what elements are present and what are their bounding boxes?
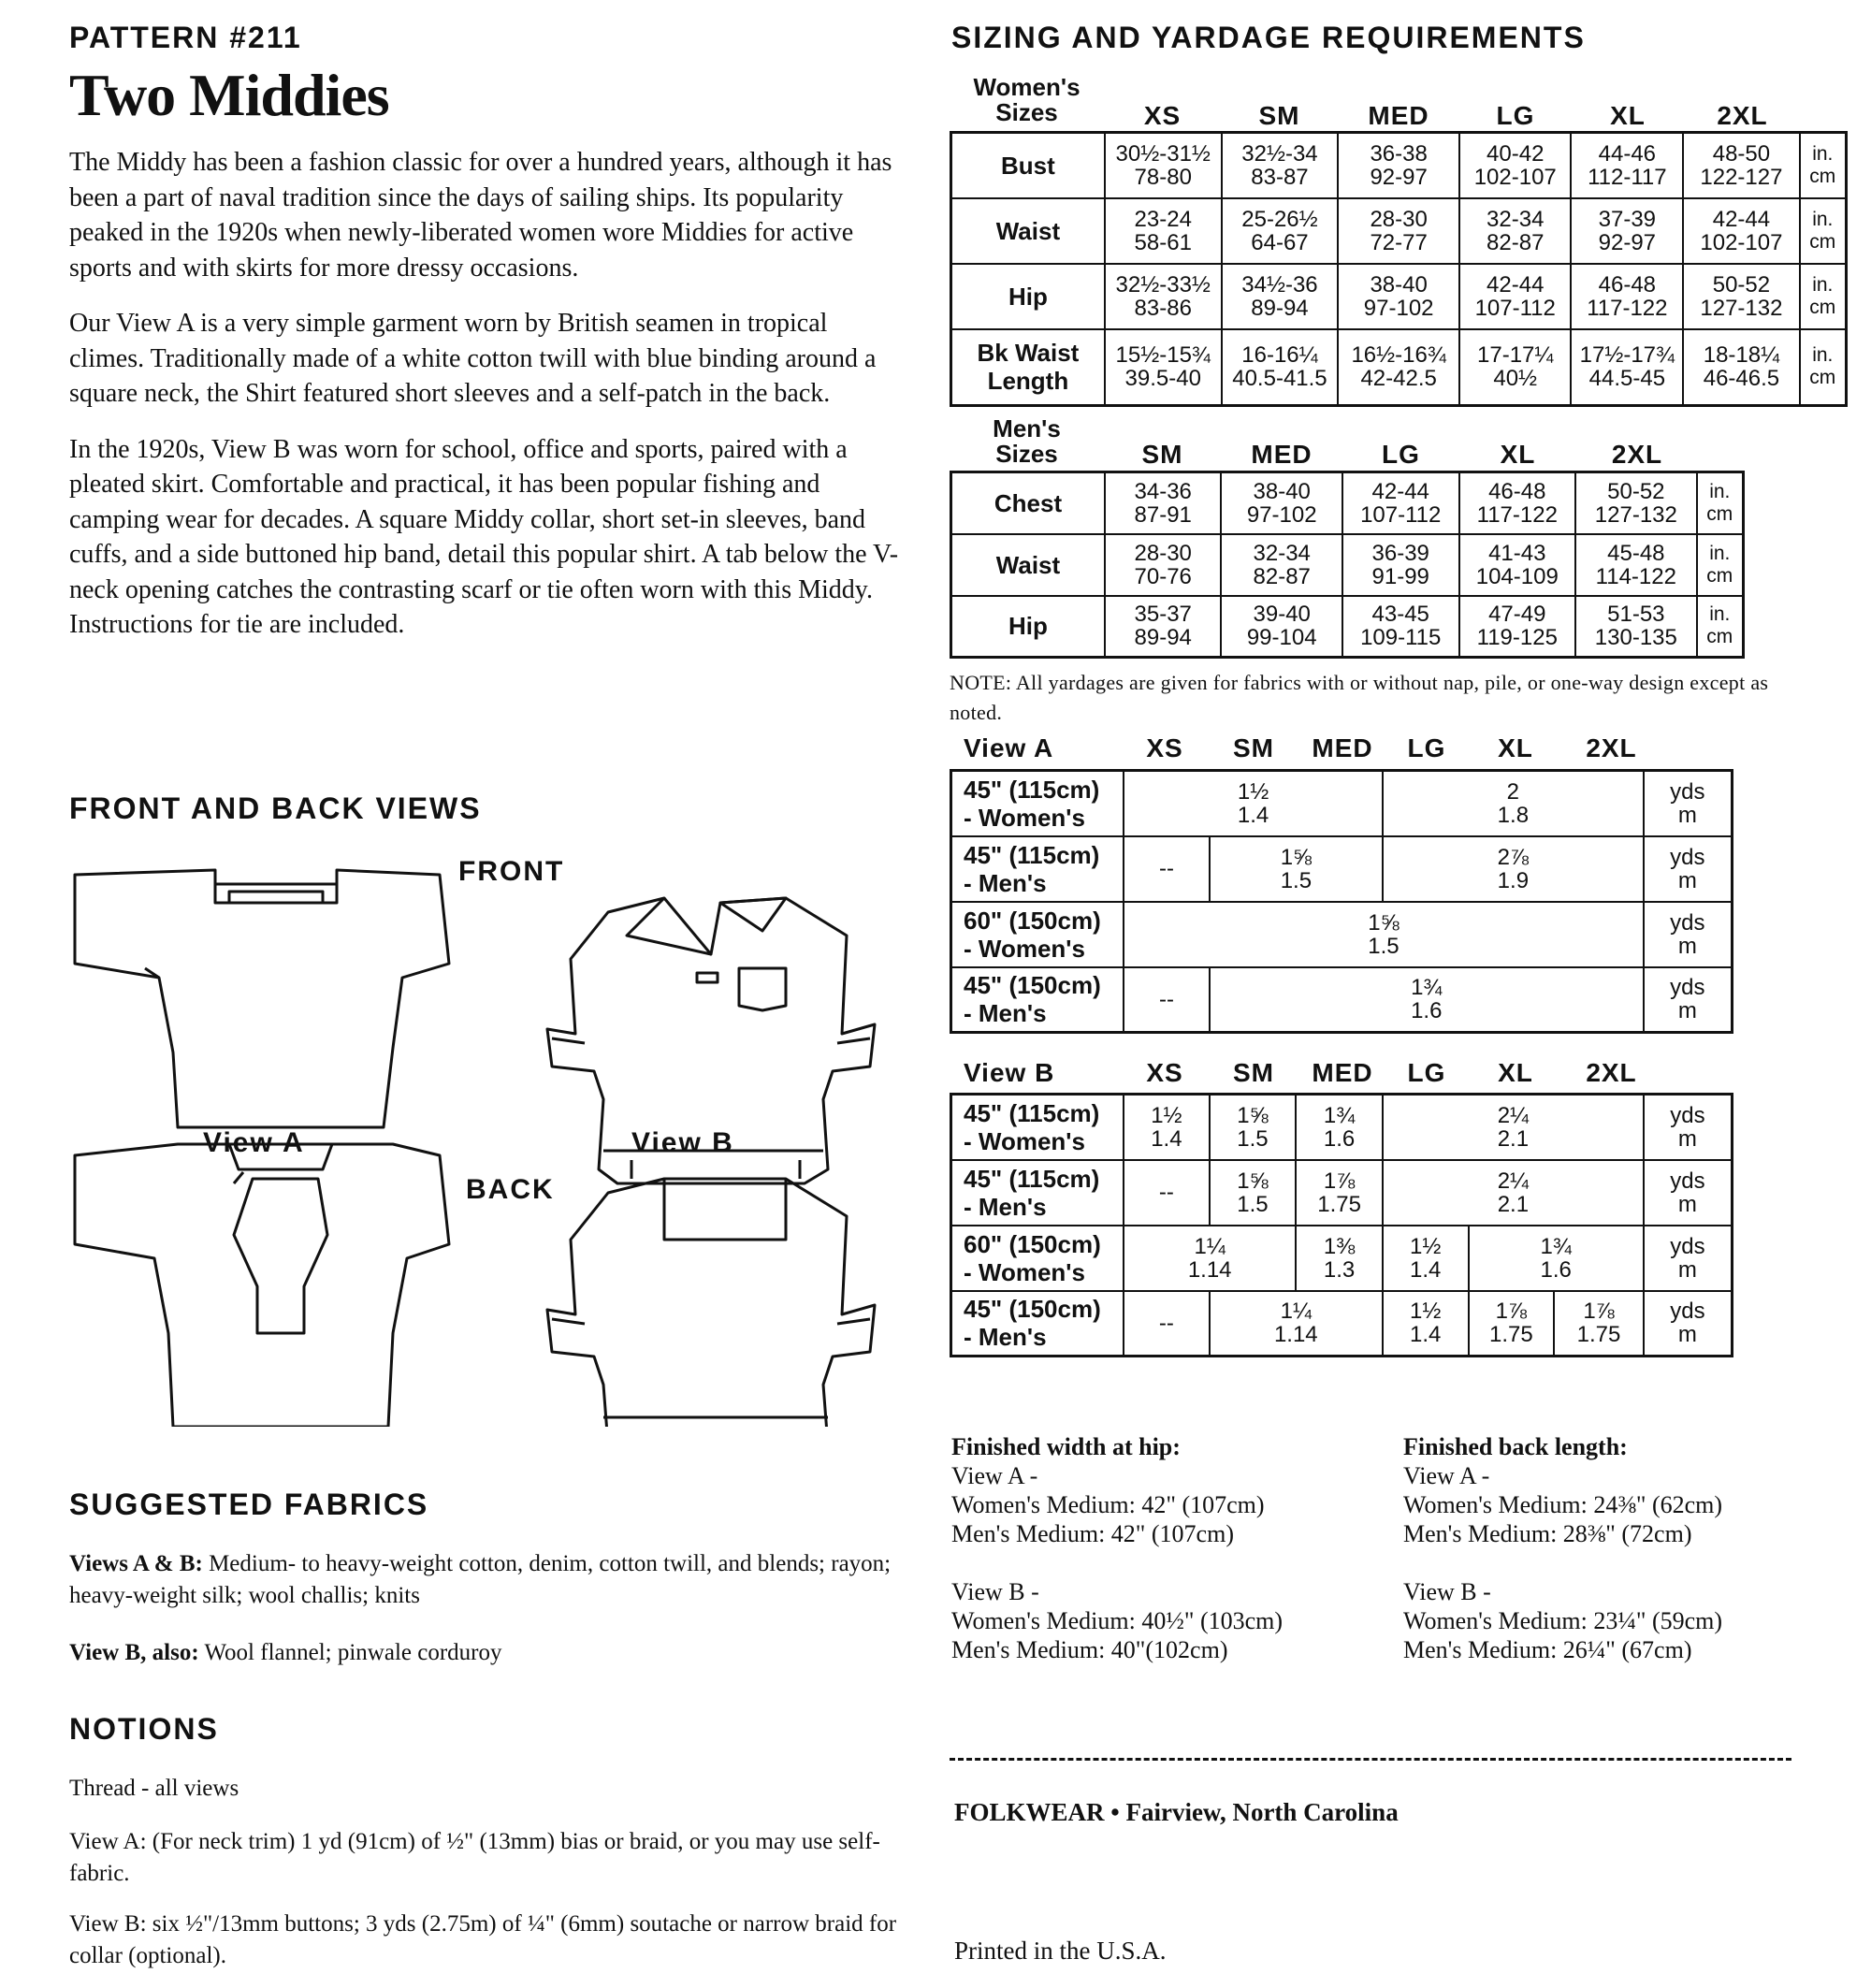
table-cell: 17-17¼ 40½ xyxy=(1459,329,1571,406)
men-size-sm: SM xyxy=(1141,440,1183,469)
table-cell: 16½-16¾ 42-42.5 xyxy=(1338,329,1459,406)
table-cell: 51-53 130-135 xyxy=(1575,596,1697,658)
table-cell: 28-30 70-76 xyxy=(1105,534,1221,596)
table-cell: 42-44 102-107 xyxy=(1683,198,1799,264)
view-b-back-drawing xyxy=(547,1179,875,1427)
table-cell: -- xyxy=(1124,1160,1210,1226)
table-cell: 30½-31½ 78-80 xyxy=(1105,133,1222,198)
yardage-b-size-xs: XS xyxy=(1146,1058,1183,1087)
row-label: Waist xyxy=(951,198,1105,264)
publisher-line xyxy=(954,1798,1399,1827)
table-cell: 15½-15¾ 39.5-40 xyxy=(1105,329,1222,406)
finished-back-line: Men's Medium: 26¼" (67cm) xyxy=(1403,1636,1692,1663)
fabrics-line-2-text: Wool flannel; pinwale corduroy xyxy=(198,1640,502,1665)
table-row xyxy=(951,596,1744,658)
table-cell: 43-45 109-115 xyxy=(1342,596,1459,658)
unit-cell: in. cm xyxy=(1800,264,1847,329)
table-cell: 42-44 107-112 xyxy=(1459,264,1571,329)
table-cell: 17½-17¾ 44.5-45 xyxy=(1571,329,1683,406)
unit-cell: yds m xyxy=(1644,1291,1733,1357)
finished-back-line: View A - xyxy=(1403,1462,1490,1489)
yardage-b-size-lg: LG xyxy=(1407,1058,1446,1087)
table-cell: 1½ 1.4 xyxy=(1383,1226,1469,1291)
table-cell: 40-42 102-107 xyxy=(1459,133,1571,198)
table-cell: 46-48 117-122 xyxy=(1459,472,1576,534)
yardage-a-size-xs: XS xyxy=(1146,733,1183,762)
finished-hip-line: Women's Medium: 42" (107cm) xyxy=(951,1491,1265,1518)
table-row xyxy=(951,836,1733,902)
row-label: Chest xyxy=(951,472,1105,534)
row-label: 60" (150cm) - Women's xyxy=(951,902,1124,967)
row-label: 45" (115cm) - Men's xyxy=(951,1160,1124,1226)
table-cell: 1¾ 1.6 xyxy=(1469,1226,1644,1291)
table-cell: 2⅞ 1.9 xyxy=(1383,836,1644,902)
table-cell: 34-36 87-91 xyxy=(1105,472,1221,534)
left-column xyxy=(69,21,902,663)
finished-back-block xyxy=(1403,1432,1722,1664)
table-row xyxy=(951,902,1733,967)
notions-item-1: Thread - all views xyxy=(69,1776,239,1801)
table-cell: 1¼ 1.14 xyxy=(1210,1291,1383,1357)
unit-cell: in. cm xyxy=(1697,472,1744,534)
yardage-a-size-med: MED xyxy=(1312,733,1373,762)
women-sizes-label xyxy=(950,75,1104,125)
view-a-label: View A xyxy=(203,1127,305,1158)
unit-cell: in. cm xyxy=(1697,534,1744,596)
men-sizes-label-line2: Sizes xyxy=(995,440,1058,468)
unit-cell: yds m xyxy=(1644,1095,1733,1160)
finished-back-title: Finished back length: xyxy=(1403,1433,1628,1460)
fabrics-line-2 xyxy=(69,1637,902,1669)
publisher-brand: FOLKWEAR xyxy=(954,1798,1105,1826)
finished-hip-title: Finished width at hip: xyxy=(951,1433,1181,1460)
table-cell: 38-40 97-102 xyxy=(1221,472,1342,534)
sizing-heading: SIZING AND YARDAGE REQUIREMENTS xyxy=(951,21,1586,54)
row-label: 45" (150cm) - Men's xyxy=(951,967,1124,1033)
dashed-divider xyxy=(950,1758,1791,1761)
table-cell: 1⅞ 1.75 xyxy=(1469,1291,1555,1357)
notions-heading: NOTIONS xyxy=(69,1712,219,1746)
table-cell: 36-38 92-97 xyxy=(1338,133,1459,198)
unit-cell: in. cm xyxy=(1800,198,1847,264)
row-label: 45" (115cm) - Women's xyxy=(951,771,1124,836)
finished-hip-line: Women's Medium: 40½" (103cm) xyxy=(951,1607,1284,1634)
fabrics-line-1-label: Views A & B: xyxy=(69,1551,203,1576)
yardage-b-size-2xl: 2XL xyxy=(1586,1058,1637,1087)
fabrics-line-1 xyxy=(69,1548,902,1612)
women-size-xl: XL xyxy=(1610,101,1646,130)
table-cell: 45-48 114-122 xyxy=(1575,534,1697,596)
table-cell: -- xyxy=(1124,1291,1210,1357)
men-size-lg: LG xyxy=(1382,440,1420,469)
finished-hip-line: Men's Medium: 42" (107cm) xyxy=(951,1520,1234,1547)
table-row xyxy=(951,472,1744,534)
women-size-xs: XS xyxy=(1143,101,1182,130)
row-label: 45" (150cm) - Men's xyxy=(951,1291,1124,1357)
yardage-a-size-sm: SM xyxy=(1233,733,1274,762)
men-size-med: MED xyxy=(1251,440,1313,469)
unit-cell: yds m xyxy=(1644,836,1733,902)
view-a-back-drawing xyxy=(75,1144,449,1427)
table-cell: 1⅝ 1.5 xyxy=(1210,1095,1297,1160)
table-row xyxy=(951,1291,1733,1357)
women-size-med: MED xyxy=(1368,101,1429,130)
table-cell: 32-34 82-87 xyxy=(1459,198,1571,264)
garment-illustrations xyxy=(65,847,907,1427)
table-cell: 1⅝ 1.5 xyxy=(1210,1160,1297,1226)
row-label: 45" (115cm) - Women's xyxy=(951,1095,1124,1160)
table-cell: 1¾ 1.6 xyxy=(1210,967,1644,1033)
table-cell: 2 1.8 xyxy=(1383,771,1644,836)
men-size-xl: XL xyxy=(1500,440,1536,469)
page-title: Two Middies xyxy=(69,62,389,128)
table-cell: 41-43 104-109 xyxy=(1459,534,1576,596)
table-cell: 1¾ 1.6 xyxy=(1296,1095,1383,1160)
table-cell: 18-18¼ 46-46.5 xyxy=(1683,329,1799,406)
finished-hip-block xyxy=(951,1432,1283,1664)
table-cell: 1½ 1.4 xyxy=(1383,1291,1469,1357)
women-size-lg: LG xyxy=(1496,101,1535,130)
table-row xyxy=(951,329,1847,406)
table-row xyxy=(951,133,1847,198)
finished-back-line: View B - xyxy=(1403,1578,1491,1605)
notions-item-3: View B: six ½"/13mm buttons; 3 yds (2.75m) of ¼" (6mm) soutache or narrow braid for collar (optional). xyxy=(69,1911,897,1968)
table-cell: 50-52 127-132 xyxy=(1575,472,1697,534)
unit-cell: in. cm xyxy=(1697,596,1744,658)
table-cell: 34½-36 89-94 xyxy=(1222,264,1339,329)
men-sizes-label-line1: Men's xyxy=(993,414,1061,443)
table-row xyxy=(951,771,1733,836)
fabrics-line-1-text: Medium- to heavy-weight cotton, denim, cotton twill, and blends; rayon; heavy-weight silk; wool challis; knits xyxy=(69,1551,892,1608)
table-cell: 28-30 72-77 xyxy=(1338,198,1459,264)
table-cell: 1⅞ 1.75 xyxy=(1296,1160,1383,1226)
back-label: BACK xyxy=(466,1174,555,1205)
table-cell: 23-24 58-61 xyxy=(1105,198,1222,264)
pattern-number: PATTERN #211 xyxy=(69,21,302,54)
men-measurements-table xyxy=(950,471,1745,659)
yardage-a-table xyxy=(950,769,1733,1034)
yardage-a-size-xl: XL xyxy=(1498,733,1533,762)
table-row xyxy=(951,1226,1733,1291)
finished-back-line: Men's Medium: 28⅜" (72cm) xyxy=(1403,1520,1692,1547)
table-cell: 32½-33½ 83-86 xyxy=(1105,264,1222,329)
table-cell: 16-16¼ 40.5-41.5 xyxy=(1222,329,1339,406)
table-cell: 39-40 99-104 xyxy=(1221,596,1342,658)
yardage-b-table xyxy=(950,1093,1733,1357)
publisher-location: • Fairview, North Carolina xyxy=(1110,1798,1399,1826)
table-cell: 50-52 127-132 xyxy=(1683,264,1799,329)
table-cell: 25-26½ 64-67 xyxy=(1222,198,1339,264)
table-cell: 46-48 117-122 xyxy=(1571,264,1683,329)
women-size-sm: SM xyxy=(1258,101,1300,130)
table-cell: 2¼ 2.1 xyxy=(1383,1160,1644,1226)
yardage-b-size-sm: SM xyxy=(1233,1058,1274,1087)
table-cell: 1⅜ 1.3 xyxy=(1296,1226,1383,1291)
table-row xyxy=(951,1160,1733,1226)
view-a-front-drawing xyxy=(75,870,449,1127)
table-cell: 1⅝ 1.5 xyxy=(1210,836,1383,902)
table-cell: -- xyxy=(1124,967,1210,1033)
table-cell: 36-39 91-99 xyxy=(1342,534,1459,596)
yardage-a-label: View A xyxy=(964,733,1054,762)
table-cell: 1½ 1.4 xyxy=(1124,1095,1210,1160)
finished-back-line: Women's Medium: 23¼" (59cm) xyxy=(1403,1607,1723,1634)
yardage-b-size-med: MED xyxy=(1312,1058,1373,1087)
unit-cell: yds m xyxy=(1644,902,1733,967)
unit-cell: in. cm xyxy=(1800,133,1847,198)
row-label: Waist xyxy=(951,534,1105,596)
unit-cell: in. cm xyxy=(1800,329,1847,406)
women-size-2xl: 2XL xyxy=(1717,101,1768,130)
row-label: Hip xyxy=(951,264,1105,329)
yardage-a-size-lg: LG xyxy=(1407,733,1446,762)
row-label: Bust xyxy=(951,133,1105,198)
intro-paragraph-3: In the 1920s, View B was worn for school, office and sports, paired with a pleated skirt. Comfortable and practical, it has been popular fishing and camping wear for decades. A square Middy collar, short set-in sleeves, band cuffs, and a side buttoned hip band, detail this popular shirt. A tab below the V-neck opening catches the contrasting scarf or tie often worn with this Middy. Instructions for tie are included. xyxy=(69,434,899,639)
finished-hip-line: Men's Medium: 40"(102cm) xyxy=(951,1636,1228,1663)
intro-paragraph-2: Our View A is a very simple garment worn by British seamen in tropical climes. Traditionally made of a white cotton twill with blue binding around a square neck, the Shirt featured short sleeves and a self-patch in the back. xyxy=(69,309,877,408)
men-size-2xl: 2XL xyxy=(1611,440,1663,469)
table-cell: 38-40 97-102 xyxy=(1338,264,1459,329)
printed-in: Printed in the U.S.A. xyxy=(954,1937,1167,1965)
table-cell: 44-46 112-117 xyxy=(1571,133,1683,198)
notions-item-2: View A: (For neck trim) 1 yd (91cm) of ½" (13mm) bias or braid, or you may use self-fabric. xyxy=(69,1829,880,1886)
yardage-b-label: View B xyxy=(964,1058,1055,1087)
table-cell: 35-37 89-94 xyxy=(1105,596,1221,658)
row-label: Bk Waist Length xyxy=(951,329,1105,406)
yardage-note: NOTE: All yardages are given for fabrics with or without nap, pile, or one-way design except as noted. xyxy=(950,671,1769,724)
unit-cell: yds m xyxy=(1644,771,1733,836)
finished-hip-line: View B - xyxy=(951,1578,1039,1605)
women-sizes-label-line1: Women's xyxy=(973,73,1081,101)
table-row xyxy=(951,534,1744,596)
table-row xyxy=(951,264,1847,329)
table-cell: -- xyxy=(1124,836,1210,902)
table-cell: 1⅞ 1.75 xyxy=(1554,1291,1644,1357)
table-cell: 1½ 1.4 xyxy=(1124,771,1383,836)
view-b-label: View B xyxy=(631,1127,734,1158)
table-cell: 48-50 122-127 xyxy=(1683,133,1799,198)
women-sizes-label-line2: Sizes xyxy=(995,98,1058,126)
unit-cell: yds m xyxy=(1644,1160,1733,1226)
finished-hip-line: View A - xyxy=(951,1462,1038,1489)
table-cell: 1¼ 1.14 xyxy=(1124,1226,1296,1291)
table-row xyxy=(951,198,1847,264)
table-cell: 42-44 107-112 xyxy=(1342,472,1459,534)
table-cell: 32-34 82-87 xyxy=(1221,534,1342,596)
intro-paragraph-1: The Middy has been a fashion classic for over a hundred years, although it has been a part of naval tradition since the days of sailing ships. Its popularity peaked in the 1920s when newly-liberated women wore Middies for active sports and with skirts for more dressy occasions. xyxy=(69,148,892,283)
views-heading: FRONT AND BACK VIEWS xyxy=(69,791,482,825)
garment-drawings xyxy=(65,847,907,1427)
table-row xyxy=(951,967,1733,1033)
table-cell: 47-49 119-125 xyxy=(1459,596,1576,658)
table-cell: 1⅝ 1.5 xyxy=(1124,902,1644,967)
women-measurements-table xyxy=(950,131,1848,407)
front-label: FRONT xyxy=(458,856,565,887)
unit-cell: yds m xyxy=(1644,967,1733,1033)
yardage-b-size-xl: XL xyxy=(1498,1058,1533,1087)
yardage-a-size-2xl: 2XL xyxy=(1586,733,1637,762)
table-row xyxy=(951,1095,1733,1160)
row-label: 60" (150cm) - Women's xyxy=(951,1226,1124,1291)
row-label: 45" (115cm) - Men's xyxy=(951,836,1124,902)
table-cell: 2¼ 2.1 xyxy=(1383,1095,1644,1160)
finished-back-line: Women's Medium: 24⅜" (62cm) xyxy=(1403,1491,1723,1518)
table-cell: 32½-34 83-87 xyxy=(1222,133,1339,198)
fabrics-heading: SUGGESTED FABRICS xyxy=(69,1487,429,1521)
row-label: Hip xyxy=(951,596,1105,658)
men-sizes-label xyxy=(950,416,1104,467)
table-cell: 37-39 92-97 xyxy=(1571,198,1683,264)
unit-cell: yds m xyxy=(1644,1226,1733,1291)
fabrics-line-2-label: View B, also: xyxy=(69,1640,199,1665)
